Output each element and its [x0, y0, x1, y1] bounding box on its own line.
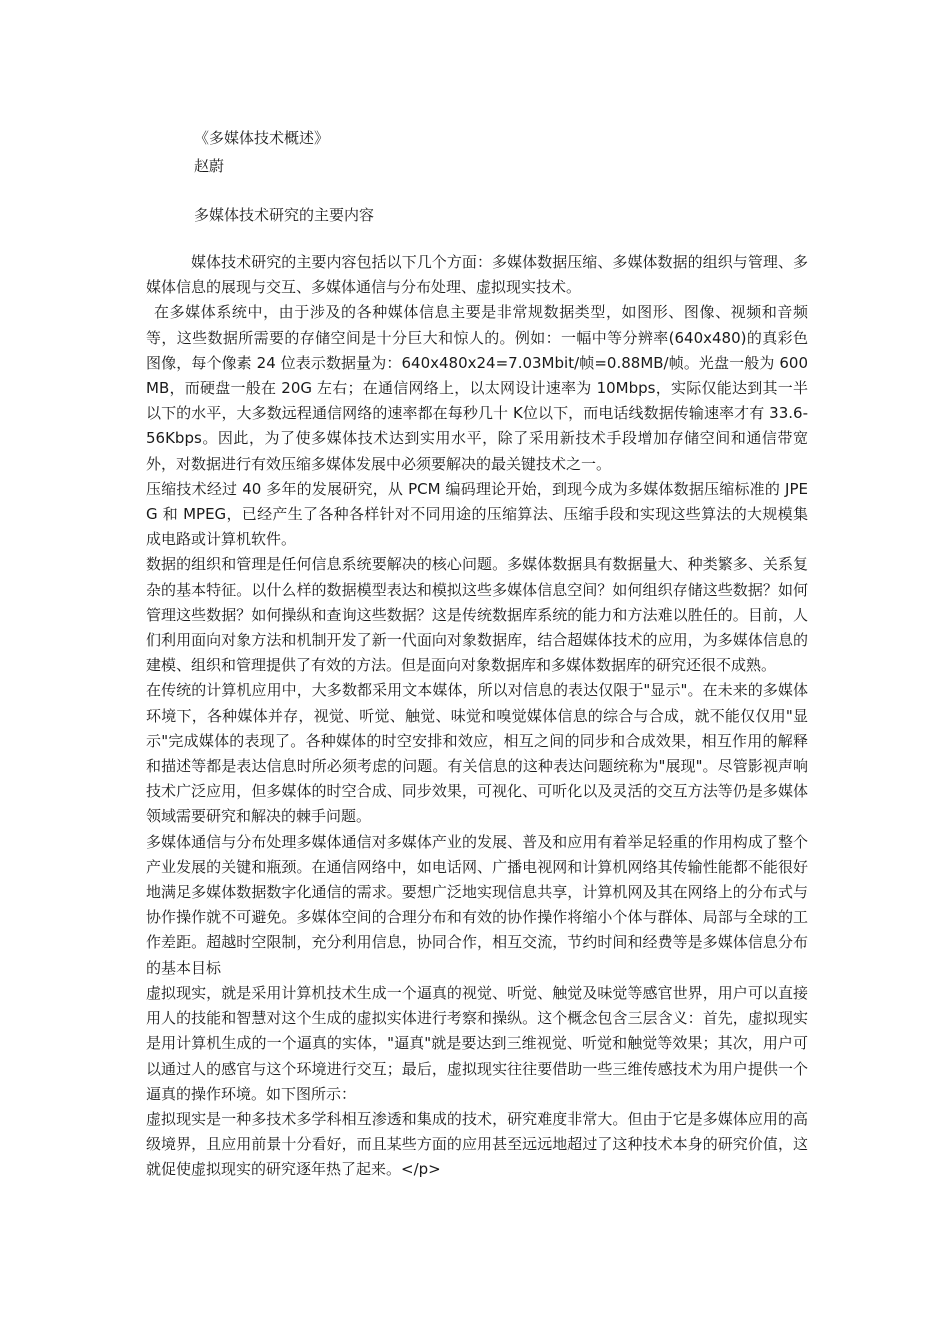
document-header [194, 124, 814, 180]
paragraph-data-compression: 在多媒体系统中，由于涉及的各种媒体信息主要是非常规数据类型，如图形、图像、视频和音频等，这些数据所需要的存储空间是十分巨大和惊人的。例如：一幅中等分辨率(640x480)的真彩色图像，每个像素 24 位表示数据量为：640x480x24=7.03Mbit/帧=0.88MB/帧。光盘一般为 600MB，而硬盘一般在 20G 左右；在通信网络上，以太网设计速率为 10Mbps，实际仅能达到其一半以下的水平，大多数远程通信网络的速率都在每秒几十 K位以下，而电话线数据传输速率才有 33.6-56Kbps。因此，为了使多媒体技术达到实用水平，除了采用新技术手段增加存储空间和通信带宽外，对数据进行有效压缩多媒体发展中必须要解决的最关键技术之一。 [146, 303, 808, 473]
paragraph-intro: 媒体技术研究的主要内容包括以下几个方面：多媒体数据压缩、多媒体数据的组织与管理、多媒体信息的展现与交互、多媒体通信与分布处理、虚拟现实技术。 [146, 253, 808, 297]
paragraph-virtual-reality: 虚拟现实，就是采用计算机技术生成一个逼真的视觉、听觉、触觉及味觉等感官世界，用户可以直接用人的技能和智慧对这个生成的虚拟实体进行考察和操纵。这个概念包含三层含义：首先，虚拟现实是用计算机生成的一个逼真的实体，"逼真"就是要达到三维视觉、听觉和触觉等效果；其次，用户可以通过人的感官与这个环境进行交互；最后，虚拟现实往往要借助一些三维传感技术为用户提供一个逼真的操作环境。如下图所示： [146, 983, 808, 1103]
document-body [146, 250, 808, 1183]
document-author: 赵蔚 [194, 157, 225, 175]
paragraph-data-management: 数据的组织和管理是任何信息系统要解决的核心问题。多媒体数据具有数据量大、种类繁多、关系复杂的基本特征。以什么样的数据模型表达和模拟这些多媒体信息空间？如何组织存储这些数据？如何管理这些数据？如何操纵和查询这些数据？这是传统数据库系统的能力和方法难以胜任的。目前，人们利用面向对象方法和机制开发了新一代面向对象数据库，结合超媒体技术的应用，为多媒体信息的建模、组织和管理提供了有效的方法。但是面向对象数据库和多媒体数据库的研究还很不成熟。 [146, 555, 808, 675]
section-heading: 多媒体技术研究的主要内容 [194, 206, 375, 224]
paragraph-compression-history: 压缩技术经过 40 多年的发展研究，从 PCM 编码理论开始，到现今成为多媒体数据压缩标准的 JPEG 和 MPEG，已经产生了各种各样针对不同用途的压缩算法、压缩手段和实现这些算法的大规模集成电路或计算机软件。 [146, 479, 808, 549]
paragraph-presentation: 在传统的计算机应用中，大多数都采用文本媒体，所以对信息的表达仅限于"显示"。在未来的多媒体环境下，各种媒体并存，视觉、听觉、触觉、味觉和嗅觉媒体信息的综合与合成，就不能仅仅用"显示"完成媒体的表现了。各种媒体的时空安排和效应，相互之间的同步和合成效果，相互作用的解释和描述等都是表达信息时所必须考虑的问题。有关信息的这种表达问题统称为"展现"。尽管影视声响技术广泛应用，但多媒体的时空合成、同步效果，可视化、可听化以及灵活的交互方法等仍是多媒体领域需要研究和解决的棘手问题。 [146, 681, 808, 826]
paragraph-vr-research: 虚拟现实是一种多技术多学科相互渗透和集成的技术，研究难度非常大。但由于它是多媒体应用的高级境界，且应用前景十分看好，而且某些方面的应用甚至远远地超过了这种技术本身的研究价值，这就促使虚拟现实的研究逐年热了起来。</p> [146, 1109, 808, 1179]
paragraph-communication: 多媒体通信与分布处理多媒体通信对多媒体产业的发展、普及和应用有着举足轻重的作用构成了整个产业发展的关键和瓶颈。在通信网络中，如电话网、广播电视网和计算机网络其传输性能都不能很好地满足多媒体数据数字化通信的需求。要想广泛地实现信息共享，计算机网及其在网络上的分布式与协作操作就不可避免。多媒体空间的合理分布和有效的协作操作将缩小个体与群体、局部与全球的工作差距。超越时空限制，充分利用信息，协同合作，相互交流，节约时间和经费等是多媒体信息分布的基本目标 [146, 832, 808, 977]
document-title: 《多媒体技术概述》 [194, 129, 330, 147]
